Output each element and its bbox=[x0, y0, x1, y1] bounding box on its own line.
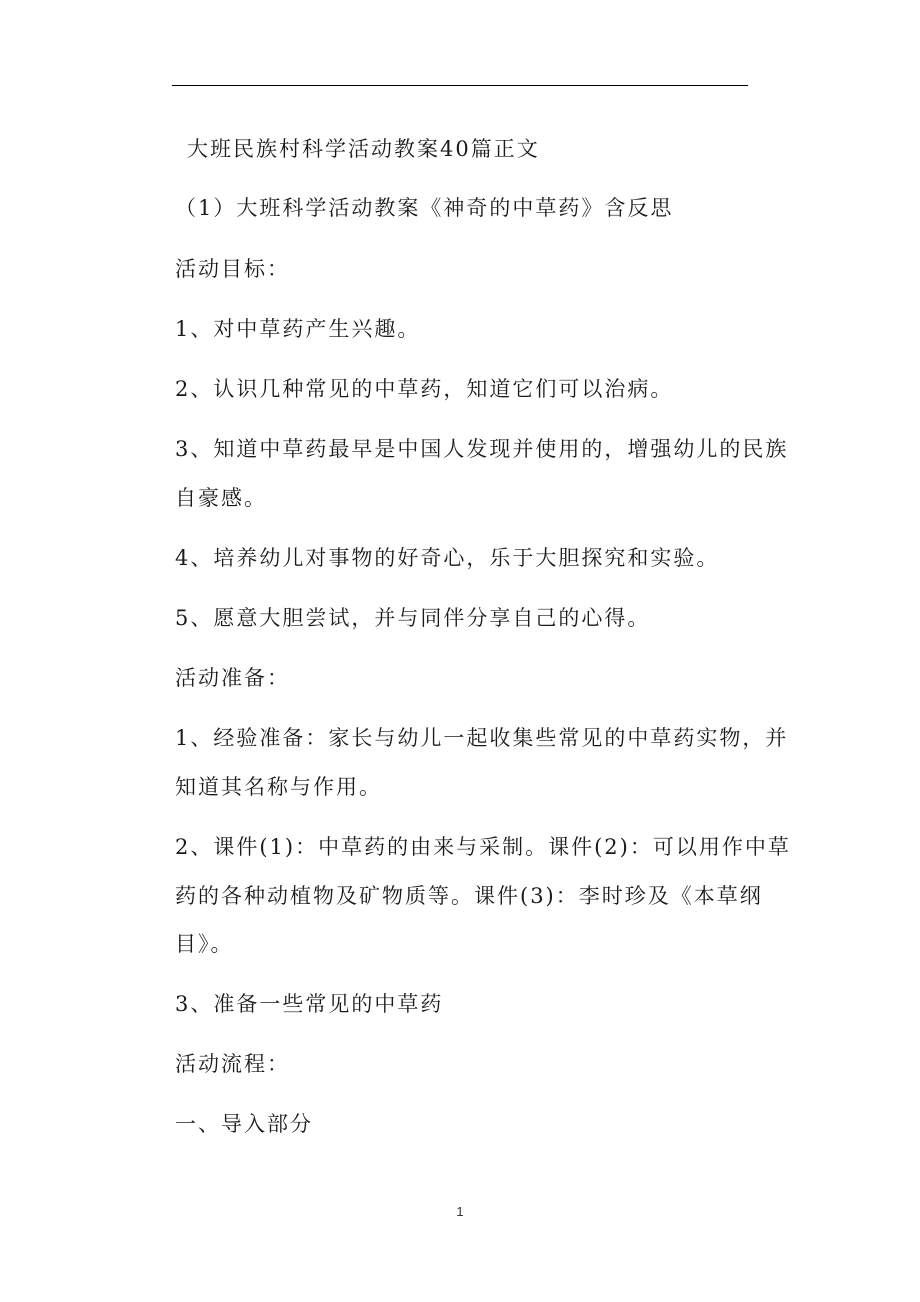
preparation-item: 3、准备一些常见的中草药 bbox=[175, 992, 444, 1016]
goal-item: 4、培养幼儿对事物的好奇心，乐于大胆探究和实验。 bbox=[175, 546, 720, 570]
header-rule bbox=[172, 85, 748, 86]
section-heading-goals: 活动目标： bbox=[175, 257, 290, 281]
section-heading-process: 活动流程： bbox=[175, 1052, 290, 1076]
document-title: 大班民族村科学活动教案40篇正文 bbox=[187, 137, 540, 161]
preparation-item-continued: 药的各种动植物及矿物质等。课件(3)：李时珍及《本草纲 bbox=[175, 884, 763, 908]
goal-item: 1、对中草药产生兴趣。 bbox=[175, 317, 421, 341]
goal-item: 5、愿意大胆尝试，并与同伴分享自己的心得。 bbox=[175, 606, 651, 630]
goal-item: 3、知道中草药最早是中国人发现并使用的，增强幼儿的民族 bbox=[175, 437, 789, 461]
preparation-item-continued: 知道其名称与作用。 bbox=[175, 775, 382, 799]
preparation-item-continued: 目》。 bbox=[175, 932, 234, 956]
preparation-item: 2、课件(1)：中草药的由来与采制。课件(2)：可以用作中草 bbox=[175, 835, 791, 859]
goal-item-continued: 自豪感。 bbox=[175, 486, 267, 510]
preparation-item: 1、经验准备：家长与幼儿一起收集些常见的中草药实物，并 bbox=[175, 726, 789, 750]
process-item: 一、导入部分 bbox=[175, 1112, 313, 1136]
section-heading-preparation: 活动准备： bbox=[175, 666, 290, 690]
document-subtitle: （1）大班科学活动教案《神奇的中草药》含反思 bbox=[175, 196, 674, 220]
goal-item: 2、认识几种常见的中草药，知道它们可以治病。 bbox=[175, 377, 674, 401]
page-number: 1 bbox=[456, 1204, 464, 1219]
